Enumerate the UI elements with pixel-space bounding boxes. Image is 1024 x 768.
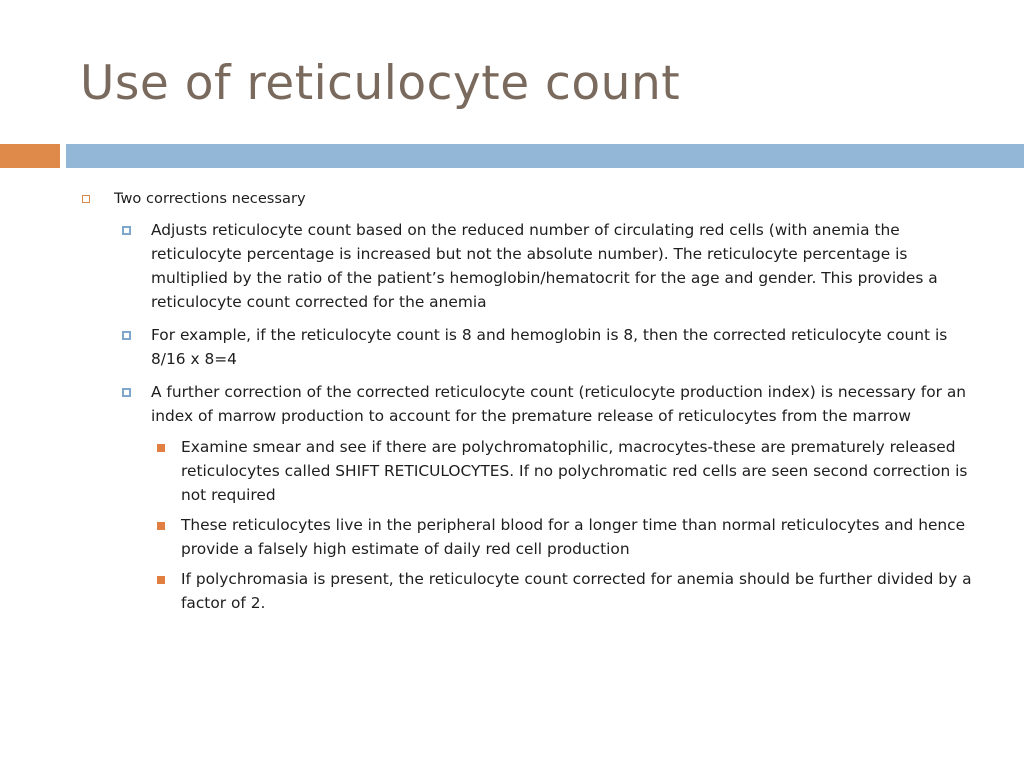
- bullet-text: Examine smear and see if there are polychromatophilic, macrocytes-these are prematurely released reticulocytes called SHIFT RETICULOCYTES. If no polychromatic red cells are seen second correction is not required: [181, 438, 968, 504]
- bullet-text: If polychromasia is present, the reticulocyte count corrected for anemia should be further divided by a factor of 2.: [181, 570, 972, 612]
- bullet-item: [154, 513, 974, 561]
- accent-bar-orange: [0, 144, 60, 168]
- bullet-item: [118, 323, 974, 371]
- square-bullet-icon: [122, 388, 131, 397]
- bullet-text: For example, if the reticulocyte count is 8 and hemoglobin is 8, then the corrected reticulocyte count is 8/16 x 8=4: [151, 326, 948, 368]
- bullet-text: These reticulocytes live in the peripheral blood for a longer time than normal reticulocytes and hence provide a falsely high estimate of daily red cell production: [181, 516, 966, 558]
- filled-square-bullet-icon: [157, 522, 165, 530]
- filled-square-bullet-icon: [157, 444, 165, 452]
- hollow-square-bullet-icon: [82, 195, 90, 203]
- bullet-item: [80, 187, 960, 211]
- filled-square-bullet-icon: [157, 576, 165, 584]
- bullet-text: Adjusts reticulocyte count based on the reduced number of circulating red cells (with anemia the reticulocyte percentage is increased but not the absolute number). The reticulocyte percentage is multiplied by the ratio of the patient’s hemoglobin/hematocrit for the age and gender. This provides a reticulocyte count corrected for the anemia: [151, 221, 938, 311]
- bullet-item: [118, 218, 974, 314]
- bullet-item: [154, 435, 974, 507]
- accent-bar-blue: [66, 144, 1024, 168]
- bullet-item: [154, 567, 974, 615]
- bullet-text: A further correction of the corrected reticulocyte count (reticulocyte production index) is necessary for an index of marrow production to account for the premature release of reticulocytes from the marrow: [151, 383, 967, 425]
- bullet-item: [118, 380, 974, 428]
- slide-title: Use of reticulocyte count: [80, 56, 681, 111]
- bullet-text: Two corrections necessary: [114, 190, 306, 207]
- square-bullet-icon: [122, 331, 131, 340]
- square-bullet-icon: [122, 226, 131, 235]
